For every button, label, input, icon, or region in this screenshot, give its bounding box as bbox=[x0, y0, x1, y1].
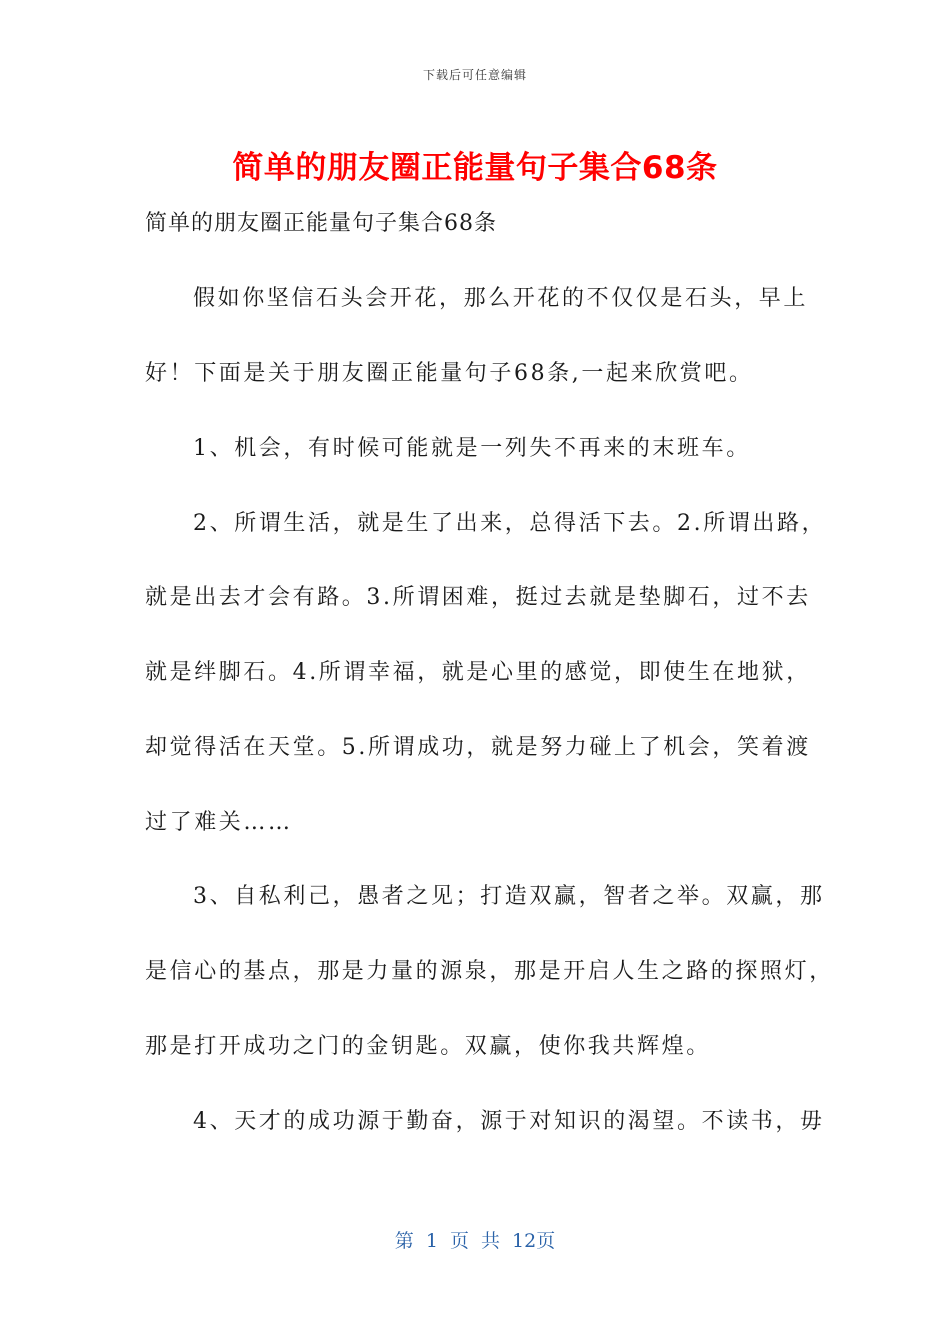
body-line: 假如你坚信石头会开花，那么开花的不仅仅是石头，早上 bbox=[193, 286, 809, 311]
body-line: 是信心的基点，那是力量的源泉，那是开启人生之路的探照灯， bbox=[145, 959, 834, 984]
body-line: 2、所谓生活，就是生了出来，总得活下去。2.所谓出路， bbox=[193, 511, 827, 536]
body-line: 4、天才的成功源于勤奋，源于对知识的渴望。不读书，毋 bbox=[193, 1109, 825, 1134]
body-line: 3、自私利己，愚者之见；打造双赢，智者之举。双赢，那 bbox=[193, 884, 825, 909]
page-number: 第 1 页 共 12页 bbox=[394, 1230, 556, 1252]
header-note: 下载后可任意编辑 bbox=[422, 68, 527, 82]
body-line: 过了难关…… bbox=[145, 810, 293, 835]
body-line: 就是绊脚石。4.所谓幸福，就是心里的感觉，即使生在地狱， bbox=[145, 660, 811, 685]
document-title: 简单的朋友圈正能量句子集合68条 bbox=[232, 150, 718, 186]
body-line: 就是出去才会有路。3.所谓困难，挺过去就是垫脚石，过不去 bbox=[145, 585, 811, 610]
body-line: 那是打开成功之门的金钥匙。双赢，使你我共辉煌。 bbox=[145, 1034, 711, 1059]
body-line: 好！下面是关于朋友圈正能量句子68条,一起来欣赏吧。 bbox=[145, 361, 754, 386]
document-subtitle: 简单的朋友圈正能量句子集合68条 bbox=[145, 211, 497, 236]
body-line: 1、机会，有时候可能就是一列失不再来的末班车。 bbox=[193, 436, 751, 461]
body-line: 却觉得活在天堂。5.所谓成功，就是努力碰上了机会，笑着渡 bbox=[145, 735, 811, 760]
